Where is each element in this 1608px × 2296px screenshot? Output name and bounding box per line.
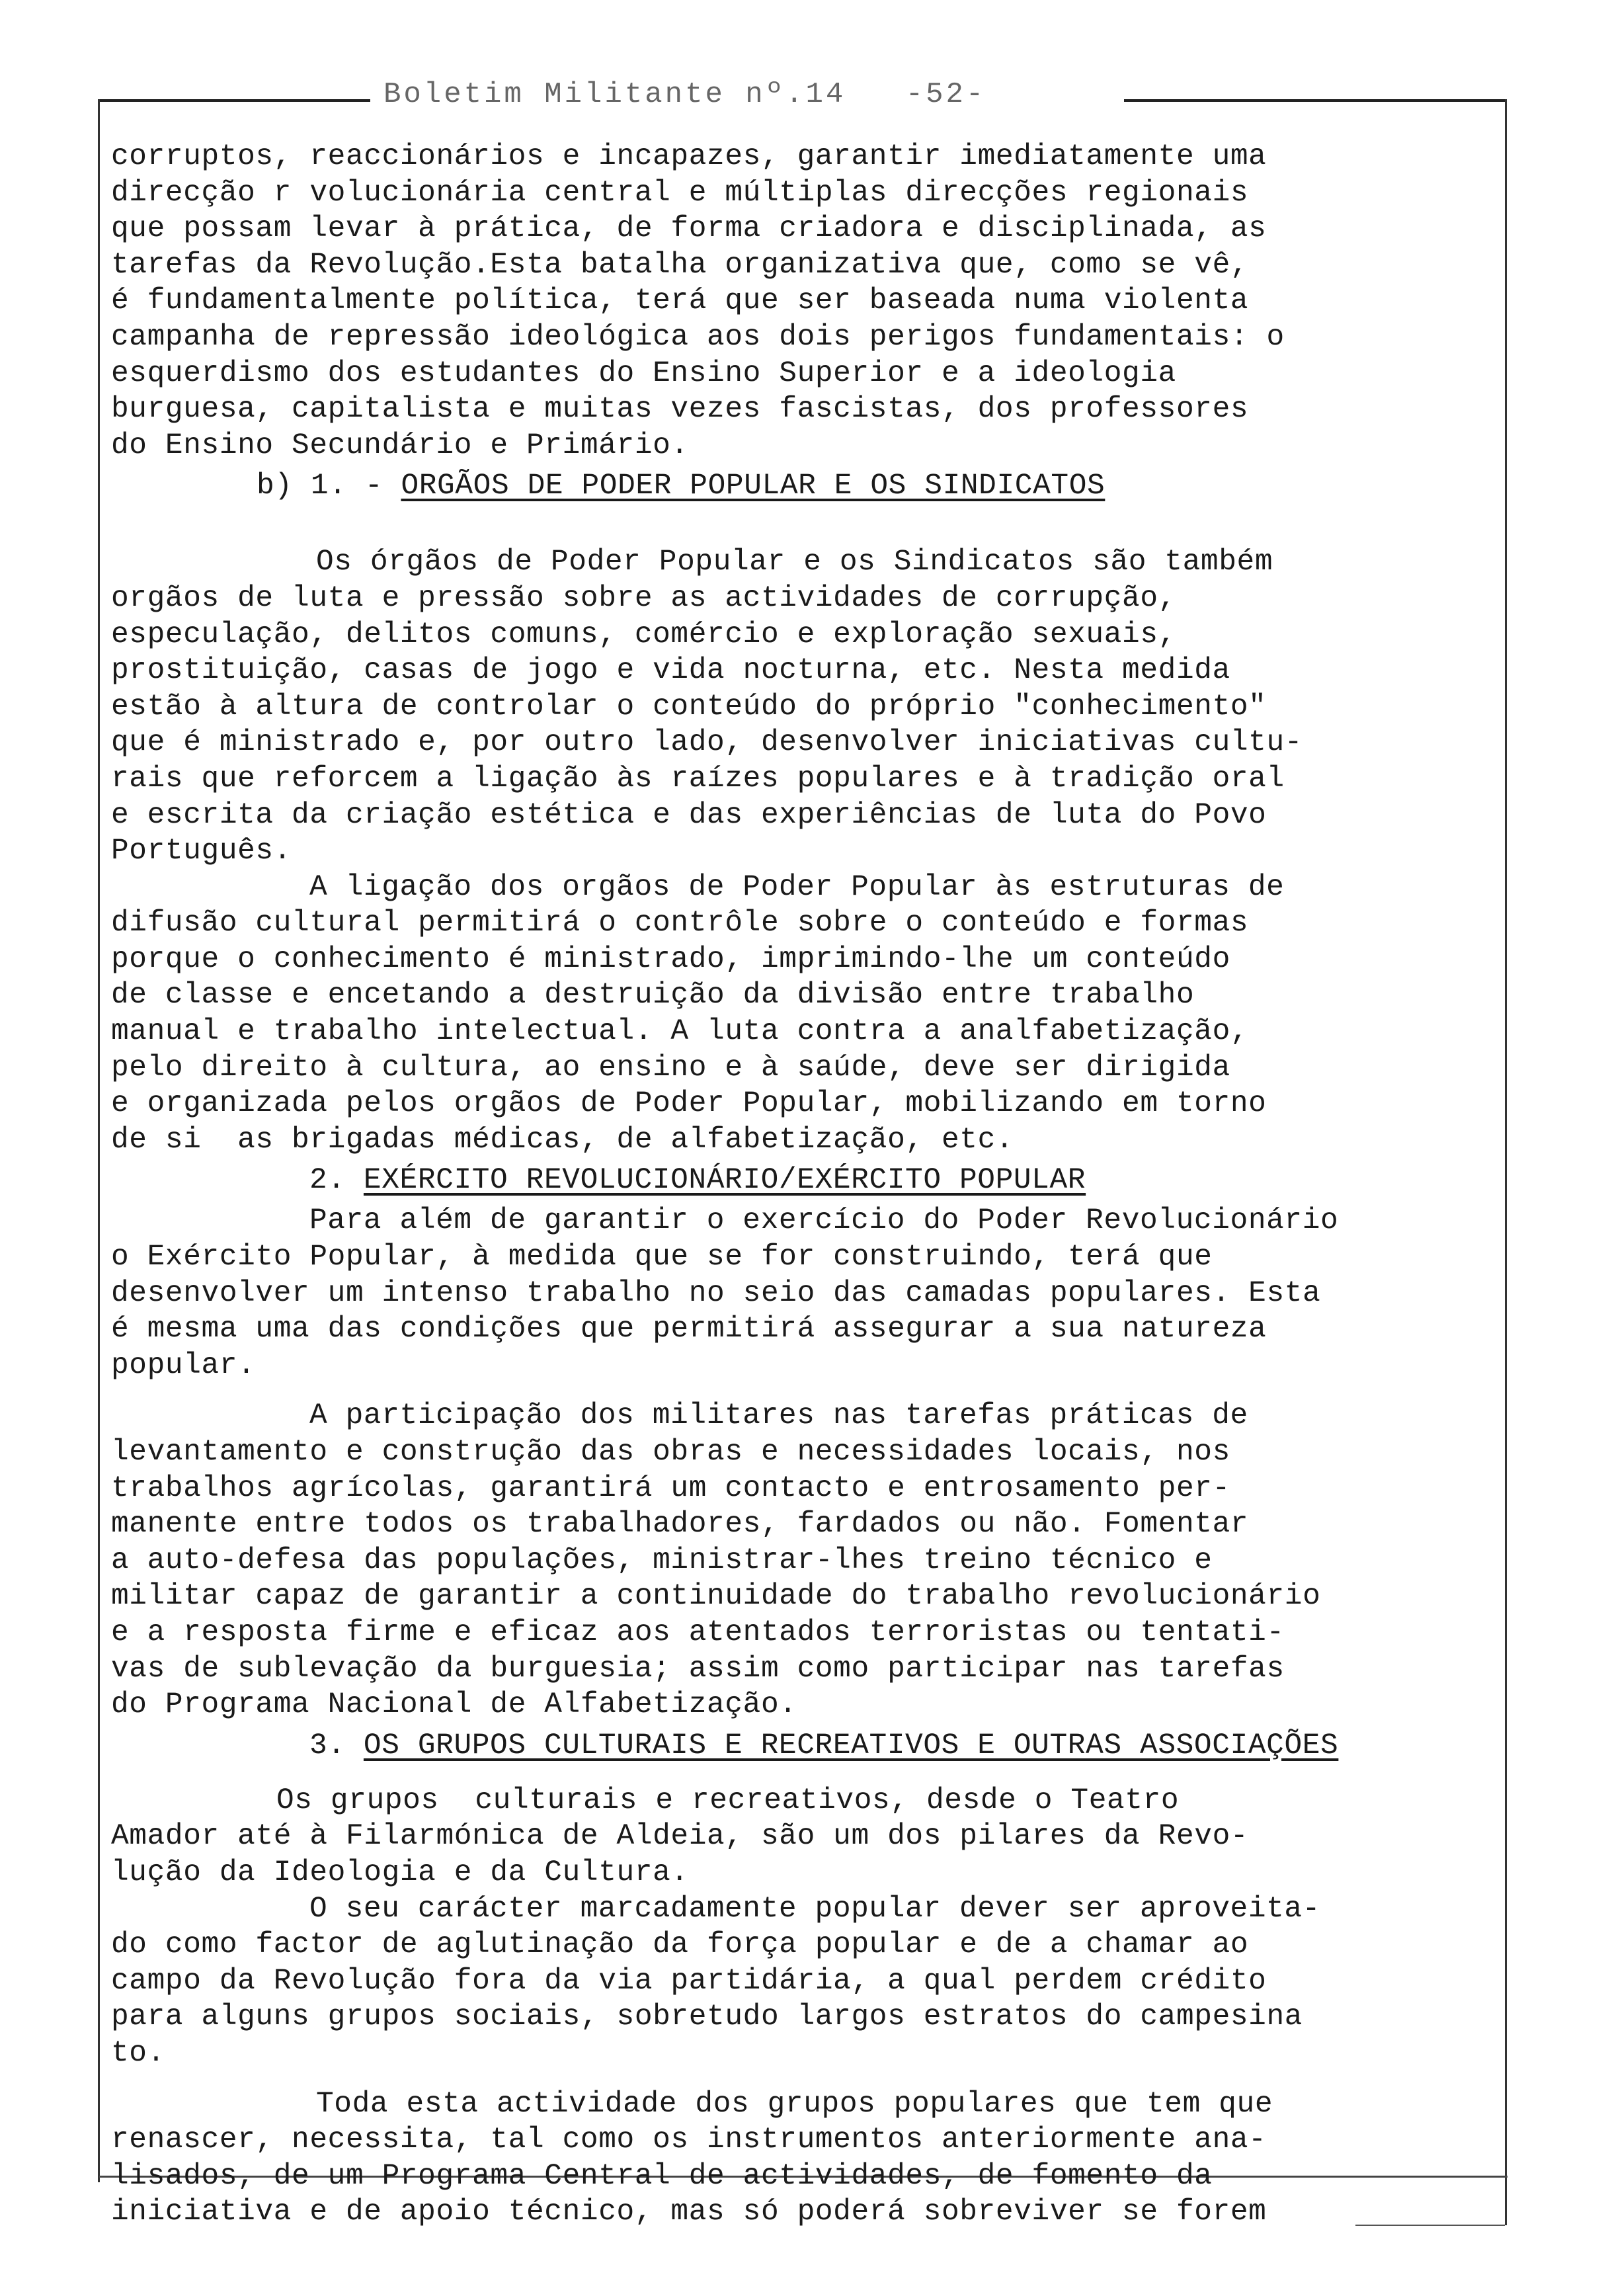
text-line: Toda esta actividade dos grupos populares que tem que [316,2087,1273,2121]
text-line: e a resposta firme e eficaz aos atentados terroristas ou tentati- [111,1616,1285,1649]
text-line: levantamento e construção das obras e necessidades locais, nos [111,1436,1230,1469]
text-line: manual e trabalho intelectual. A luta contra a analfabetização, [111,1015,1249,1049]
text-line: vas de sublevação da burguesia; assim como participar nas tarefas [111,1652,1285,1686]
text-line: que possam levar à prática, de forma criadora e disciplinada, as [111,212,1267,246]
text-line: que é ministrado e, por outro lado, desenvolver iniciativas cultu- [111,726,1303,760]
text-line: renascer, necessita, tal como os instrumentos anteriormente ana- [111,2123,1267,2157]
text-line: iniciativa e de apoio técnico, mas só poderá sobreviver se forem [111,2195,1267,2229]
text-line: esquerdismo dos estudantes do Ensino Superior e a ideologia [111,356,1176,390]
section-number: 2. [309,1164,364,1198]
text-line: é fundamentalmente política, terá que ser baseada numa violenta [111,284,1249,318]
text-line: A participação dos militares nas tarefas práticas de [309,1399,1248,1433]
text-line: é mesma uma das condições que permitirá assegurar a sua natureza [111,1313,1267,1346]
section-title: EXÉRCITO REVOLUCIONÁRIO/EXÉRCITO POPULAR [363,1164,1086,1198]
text-line: A ligação dos orgãos de Poder Popular às estruturas de [309,870,1285,904]
text-line: corruptos, reaccionários e incapazes, garantir imediatamente uma [111,140,1267,173]
text-line: direcção r volucionária central e múltiplas direcções regionais [111,176,1249,210]
text-line: pelo direito à cultura, ao ensino e à saúde, deve ser dirigida [111,1051,1230,1085]
text-line: lução da Ideologia e da Cultura. [111,1856,689,1889]
section-heading-grupos [111,1723,1486,1768]
text-line: Para além de garantir o exercício do Poder Revolucionário [309,1204,1339,1238]
paragraph [111,1783,1486,1891]
text-line: Amador até à Filarmónica de Aldeia, são um dos pilares da Revo- [111,1820,1249,1854]
paragraph [111,1398,1486,1723]
text-line: e escrita da criação estética e das experiências de luta do Povo [111,798,1267,832]
paragraph [111,1203,1486,1383]
intro-paragraph [111,139,1486,464]
text-line: orgãos de luta e pressão sobre as actividades de corrupção, [111,581,1176,615]
document-body [111,139,1486,2231]
text-line: manente entre todos os trabalhadores, fardados ou não. Fomentar [111,1508,1249,1541]
text-line: e organizada pelos orgãos de Poder Popular, mobilizando em torno [111,1087,1267,1121]
section-heading-exercito [111,1158,1486,1203]
section-title: OS GRUPOS CULTURAIS E RECREATIVOS E OUTRAS ASSOCIAÇÕES [363,1729,1339,1762]
text-line: difusão cultural permitirá o contrôle sobre o conteúdo e formas [111,907,1249,940]
page-frame-right [1505,99,1507,2225]
section-title: ORGÃOS DE PODER POPULAR E OS SINDICATOS [401,470,1106,503]
text-line: to. [111,2036,165,2070]
text-line: especulação, delitos comuns, comércio e exploração sexuais, [111,618,1176,651]
page-frame-left [98,99,100,2182]
text-line: trabalhos agrícolas, garantirá um contacto e entrosamento per- [111,1471,1230,1505]
text-line: O seu carácter marcadamente popular dever ser aproveita- [309,1892,1321,1926]
text-line: tarefas da Revolução.Esta batalha organizativa que, como se vê, [111,248,1249,282]
text-line: Português. [111,835,292,868]
text-line: Os órgãos de Poder Popular e os Sindicatos são também [316,546,1273,579]
text-line: rais que reforcem a ligação às raízes populares e à tradição oral [111,762,1285,796]
text-line: lisados, de um Programa Central de actividades, de fomento da [111,2159,1213,2193]
section-number: b) 1. - [257,470,401,503]
text-line: prostituição, casas de jogo e vida nocturna, etc. Nesta medida [111,654,1230,688]
text-line: de classe e encetando a destruição da divisão entre trabalho [111,979,1195,1012]
paragraph [111,870,1486,1159]
text-line: desenvolver um intenso trabalho no seio das camadas populares. Esta [111,1276,1321,1310]
text-line: do como factor de aglutinação da força popular e de a chamar ao [111,1928,1249,1962]
paragraph [111,2086,1486,2231]
text-line: campanha de repressão ideológica aos dois perigos fundamentais: o [111,320,1285,354]
text-line: a auto-defesa das populações, ministrar-lhes treino técnico e [111,1543,1213,1577]
paragraph [111,544,1486,869]
text-line: campo da Revolução fora da via partidária, a qual perdem crédito [111,1964,1267,1998]
paragraph [111,1891,1486,2072]
text-line: popular. [111,1348,256,1382]
text-line: do Ensino Secundário e Primário. [111,429,689,462]
text-line: o Exército Popular, à medida que se for construindo, terá que [111,1241,1213,1274]
page-header [370,78,1124,111]
text-line: Os grupos culturais e recreativos, desde o Teatro [276,1784,1180,1817]
bulletin-title: Boletim Militante nº.14 [383,78,846,111]
section-number: 3. [309,1729,364,1762]
text-line: para alguns grupos sociais, sobretudo largos estratos do campesina [111,2000,1303,2034]
text-line: militar capaz de garantir a continuidade do trabalho revolucionário [111,1580,1321,1614]
text-line: do Programa Nacional de Alfabetização. [111,1688,797,1722]
page-number: -52- [905,78,986,111]
section-heading-orgaos [111,464,1486,509]
text-line: porque o conhecimento é ministrado, imprimindo-lhe um conteúdo [111,942,1230,976]
text-line: estão à altura de controlar o conteúdo do próprio "conhecimento" [111,690,1267,723]
text-line: de si as brigadas médicas, de alfabetização, etc. [111,1123,1014,1157]
text-line: burguesa, capitalista e muitas vezes fascistas, dos professores [111,393,1249,427]
